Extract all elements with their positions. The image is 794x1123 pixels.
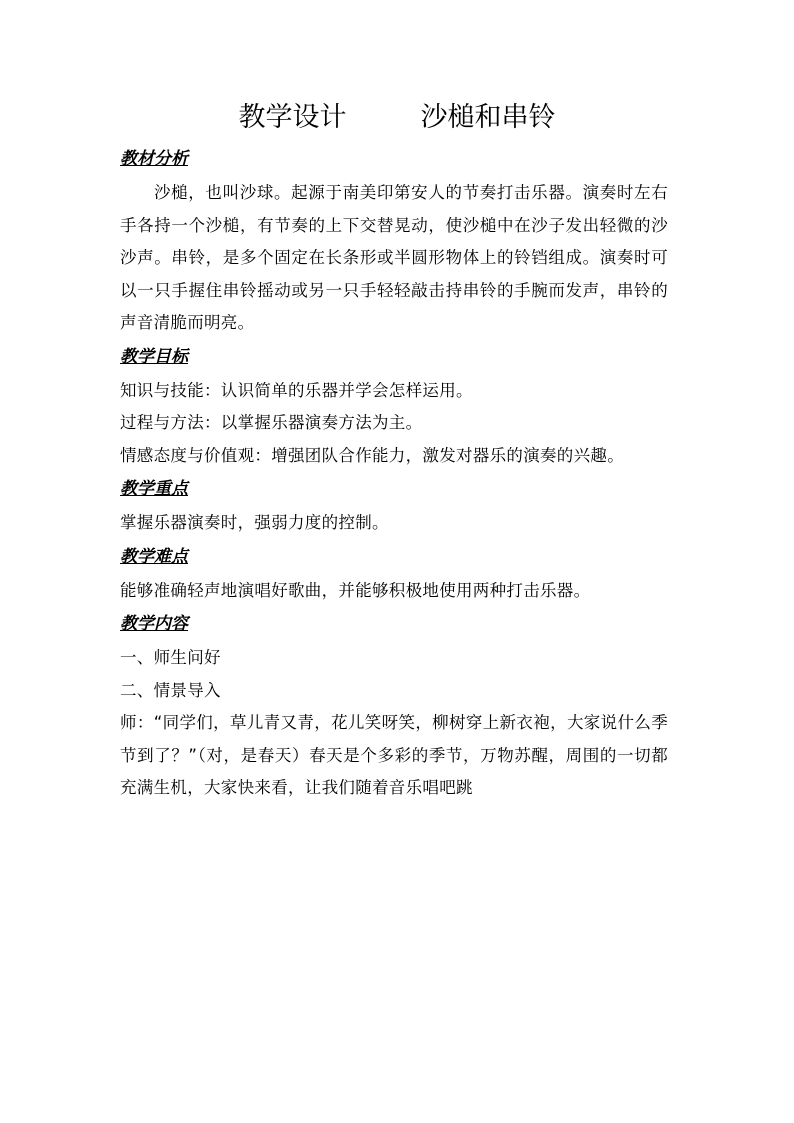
content-item-greeting: 一、师生问好 — [120, 648, 221, 667]
section-heading-goals: 教学目标 — [120, 346, 188, 367]
section-heading-key-points: 教学重点 — [120, 479, 188, 499]
content-item-intro: 二、情景导入 — [120, 680, 221, 700]
section-heading-difficulties: 教学难点 — [120, 546, 188, 567]
goal-emotion: 情感态度与价值观：增强团队合作能力，激发对器乐的演奏的兴趣。 — [120, 445, 624, 465]
analysis-paragraph: 沙槌，也叫沙球。起源于南美印第安人的节奏打击乐器。演奏时左右手各持一个沙槌，有节奏的上下交替晃动，使沙槌中在沙子发出轻微的沙沙声。串铃，是多个固定在长条形或半圆形物体上的铃铛组成。演奏时可以一只手握住串铃摇动或另一只手轻轻敲击持串铃的手腕而发声，串铃的声音清脆而明亮。 — [120, 183, 668, 332]
content-paragraph: 师：“同学们，草儿青又青，花儿笑呀笑，柳树穿上新衣袍，大家说什么季节到了？”（对，是春天）春天是个多彩的季节，万物苏醒，周围的一切都充满生机，大家快来看，让我们随着音乐唱吧跳 — [120, 713, 668, 797]
document-title — [0, 98, 794, 138]
goal-knowledge: 知识与技能：认识简单的乐器并学会怎样运用。 — [120, 380, 473, 400]
section-heading-analysis: 教材分析 — [120, 149, 188, 169]
title-left: 教学设计 — [238, 102, 347, 133]
title-right: 沙槌和串铃 — [420, 102, 556, 133]
goal-process: 过程与方法：以掌握乐器演奏方法为主。 — [120, 413, 423, 432]
section-heading-content: 教学内容 — [120, 614, 188, 634]
document-body — [120, 146, 668, 805]
key-point-line: 掌握乐器演奏时，强弱力度的控制。 — [120, 513, 389, 532]
difficulty-line: 能够准确轻声地演唱好歌曲，并能够积极地使用两种打击乐器。 — [120, 580, 591, 600]
